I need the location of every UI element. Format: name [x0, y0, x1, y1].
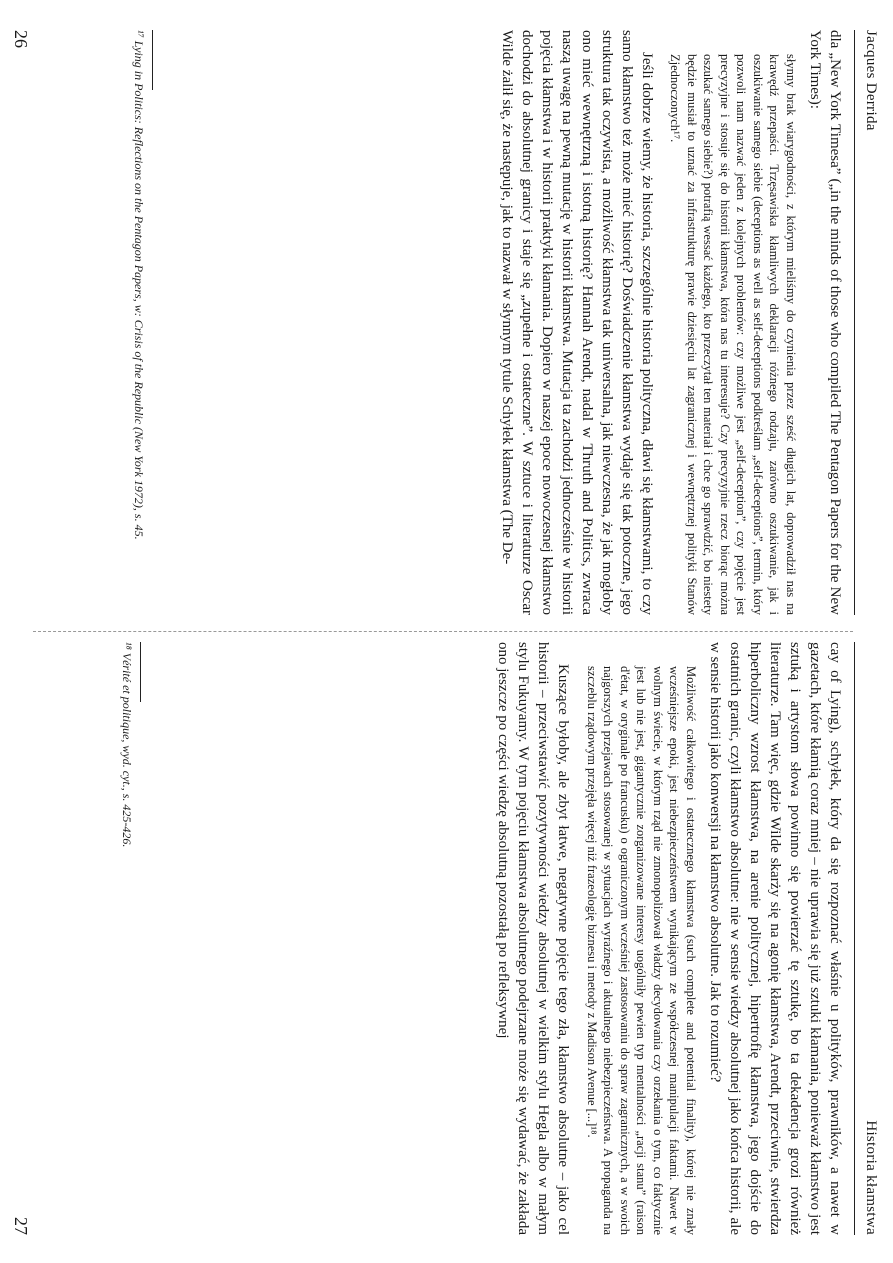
header-rule: [854, 30, 855, 615]
running-header-left: Jacques Derrida: [863, 30, 879, 131]
right-page: [0, 632, 893, 1263]
running-header-right: Historia kłamstwa: [863, 1120, 879, 1235]
header-rule: [854, 642, 855, 1235]
paragraph: Jeśli dobrze wiemy, że historia, szczególnie historia polityczna, dławi się kłamstwami, to czy samo kłamstwo też może mieć historię? Doświadczenie kłamstwa wydaje się tak potoczne, jego struktura tak oczywista, a możliwość kłamstwa tak uniwersalna, jak niewczesna, że jak mogłoby ono mieć wewnętrzną i istotną historię? Hannah Arendt, nadal w Thruth and Politics, zwraca naszą uwagę na pewną mutację w historii kłamstwa. Mutacja ta zachodzi jednocześnie w historii pojęcia kłamstwa i w historii praktyki kłamania. Dopiero w naszej epoce nowoczesnej kłamstwo dochodzi do absolutnej granicy i staje się „zupełne i ostateczne”. W sztuce i literaturze Oscar Wilde żalił się, że następuje, jak to nazwał w słynnym tytule Schyłek kłamstwa (The De-: [499, 30, 655, 615]
right-page-body: [494, 642, 846, 1235]
left-page-body: [497, 30, 845, 615]
paragraph: cay of Lying), schyłek, który da się rozpoznać właśnie u polityków, prawników, a nawet w gazetach, które kłamią coraz mniej – nie uprawia się już sztuki kłamania, ponieważ kłamstwo jest sztuką i artystom słowa powinno się powierzać tę sztukę, bo ta dekadencja grozi również literaturze. Tam więc, gdzie Wilde skarży się na agonię kłamstwa, Arendt, przeciwnie, stwierdza hiperboliczny wzrost kłamstwa, na arenie politycznej, hipertrofię kłamstwa, jego dojście do ostatnich granic, czyli kłamstwo absolutne: nie w sensie wiedzy absolutnej jako końca historii, ale w sensie historii jako konwersji na kłamstwo absolutne. Jak to rozumieć?: [707, 642, 843, 1235]
footnote-rule: [140, 642, 141, 702]
footnote-18: ¹⁸ Vérité et politique, wyd. cyt., s. 425-426.: [120, 642, 134, 848]
paragraph: Kuszące byłoby, ale zbyt łatwe, negatywne pojęcie tego zła, kłamstwo absolutne – jako cel historii – przeciwstawić pozytywności wiedzy absolutnej w wielkim stylu Hegla albo w małym stylu Fukuyamy. W tym pojęciu kłamstwa absolutnego podejrzane może się wydawać, że zakłada ono jeszcze po części wiedzę absolutną pozostałą po refleksywnej: [495, 642, 572, 1235]
block-quote: Możliwość całkowitego i ostatecznego kłamstwa (such complete and potential finality), której nie znały wcześniejsze epoki, jest niebezpieczeństwem wynikającym ze współczesnej manipulacji faktami. Nawet w wolnym świecie, w którym rząd nie zmonopolizował władzy decydowania czy orzekania o tym, co faktycznie jest lub nie jest, gigantycznie zorganizowane interesy uogólniły pewien typ mentalności „racji stanu” (raison d'état, w oryginale po francusku) o ograniczonym wcześniej zastosowaniu do spraw zagranicznych, a w swoich najgorszych przejawach stosowanej w sytuacjach wyraźnego i aktualnego niebezpieczeństwa. A propaganda na szczeblu rządowym przejęła więcej niż frazeologię biznesu i metody z Madison Avenue [...]¹⁸.: [585, 666, 698, 1235]
block-quote: słynny brak wiarygodności, z którym mieliśmy do czynienia przez sześć długich lat, doprowadził nas na krawędź przepaści. Trzęsawiska kłamliwych deklaracji różnego rodzaju, zarówno oszukiwanie, jak i oszukiwanie samego siebie (deceptions as well as self-deceptions podkreślam „self-deceptions”, termin, który pozwoli nam nazwać jeden z kolejnych problemów: czy możliwe jest „self-deception”, czy pojęcie jest precyzyjne i stosuje się do historii kłamstwa, która nas tu interesuje? Czy precyzyjnie rzecz biorąc można oszukać samego siebie?) potrafią wessać każdego, kto przeczytał ten materiał i chce go sprawdzić, bo niestety będzie musiał to uznać za infrastrukturę prawie dziesięciu lat zagranicznej i wewnętrznej polityki Stanów Zjednoczonych¹⁷.: [668, 54, 798, 615]
page-number-left: 26: [11, 30, 31, 48]
left-page: [0, 0, 893, 631]
footnote-rule: [152, 30, 153, 90]
intro-text: dla „New York Timesa” („in the minds of those who compiled The Pentagon Papers for the New York Times):: [807, 30, 843, 615]
footnote-17: ¹⁷ Lying in Politics: Reflections on the Pentagon Papers, w: Crisis of the Republic (New York 1972), s. 45.: [132, 30, 146, 540]
page-number-right: 27: [11, 1217, 31, 1235]
